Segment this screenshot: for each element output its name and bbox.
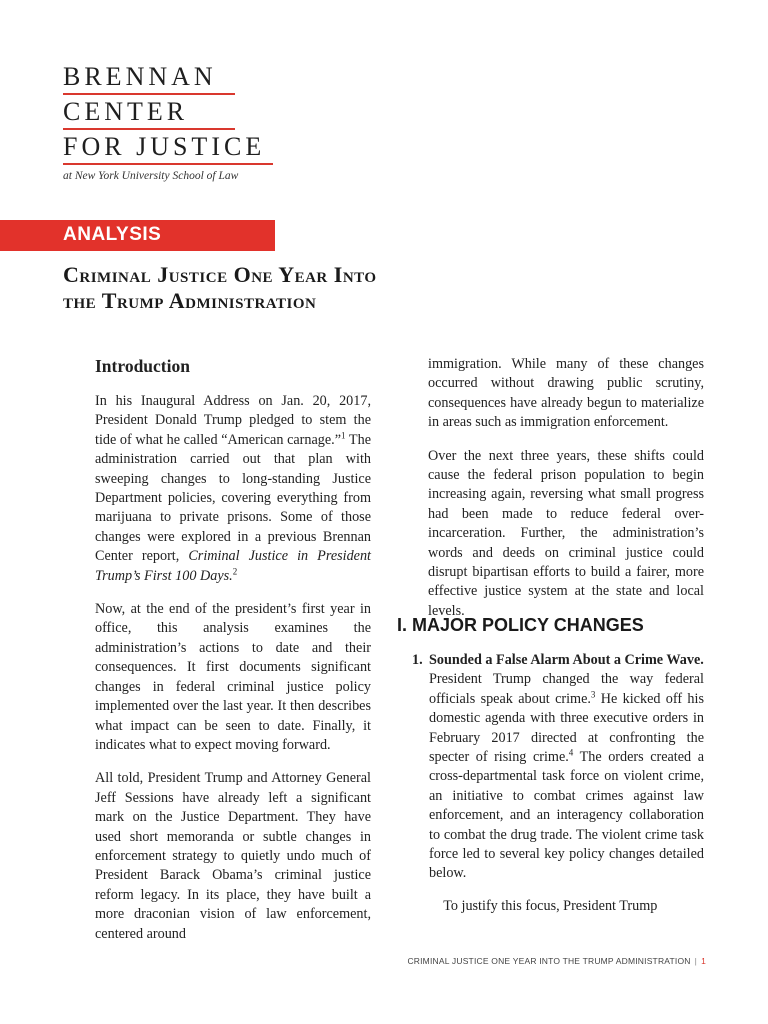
logo-line-for-justice: FOR JUSTICE bbox=[63, 132, 266, 161]
title-line-2: the Trump Administration bbox=[63, 288, 317, 313]
analysis-label: ANALYSIS bbox=[63, 224, 162, 245]
intro-paragraph-1: In his Inaugural Address on Jan. 20, 2017, President Donald Trump pledged to stem the tide of what he called “American carnage.”$^1$ The administration carried out that plan with sweeping changes to long-standing Justice Department policies, covering everything from marijuana to private prisons. Some of those changes were explored in a previous Brennan Center report, Criminal Justice in President Trump’s First 100 Days.$^2$ bbox=[95, 393, 371, 584]
brennan-center-logo bbox=[63, 62, 283, 182]
introduction-heading: Introduction bbox=[95, 356, 190, 376]
footer-running-title: CRIMINAL JUSTICE ONE YEAR INTO THE TRUMP ADMINISTRATION bbox=[407, 956, 691, 966]
section-heading-major-policy-changes: I. MAJOR POLICY CHANGES bbox=[397, 615, 644, 635]
logo-rule bbox=[63, 93, 235, 95]
right-column bbox=[428, 355, 704, 635]
analysis-banner bbox=[0, 220, 275, 251]
title-line-1: Criminal Justice One Year Into bbox=[63, 262, 377, 287]
policy-changes-list bbox=[412, 651, 704, 916]
list-item-body: President Trump changed the way federal officials speak about crime.$^3$ He kicked off his domestic agenda with three executive orders in February 2017 directed at confronting the specter of rising crime.$^4$ The orders created a cross-departmental task force on violent crime, an initiative to combat crimes against law enforcement, and an interagency collaboration to combat the drug trade. The violent crime task force led to several key policy changes detailed below. bbox=[429, 671, 704, 882]
right-paragraph-2: Over the next three years, these shifts could cause the federal prison population to begin increasing again, reversing what small progress had been made to reduce federal over-incarceration. Further, the administration’s words and deeds on criminal justice could disrupt bipartisan efforts to build a fairer, more effective justice system at the state and local levels. bbox=[428, 447, 704, 619]
page-footer bbox=[407, 956, 706, 966]
logo-line-brennan: BRENNAN bbox=[63, 62, 217, 91]
intro-paragraph-2: Now, at the end of the president’s first year in office, this analysis examines the administration’s actions to date and their consequences. It first documents significant changes in federal criminal justice policy implemented over the last year. It then describes what impact can be seen to date. Finally, it indicates what to expect moving forward. bbox=[95, 601, 371, 753]
intro-paragraph-3: All told, President Trump and Attorney General Jeff Sessions have already left a significant mark on the Justice Department. They have used short memoranda or subtle changes in enforcement strategy to quietly undo much of President Barack Obama’s criminal justice reform legacy. In its place, they have built a more draconian vision of law enforcement, centered around bbox=[95, 770, 371, 942]
logo-line-center: CENTER bbox=[63, 97, 189, 126]
footnote-ref: 3 bbox=[590, 689, 596, 700]
footer-separator: | bbox=[694, 956, 698, 966]
list-item-continuation: To justify this focus, President Trump bbox=[443, 897, 658, 914]
right-paragraph-1: immigration. While many of these changes occurred without drawing public scrutiny, consequences have already begun to materialize in areas such as immigration enforcement. bbox=[428, 356, 704, 431]
logo-rule bbox=[63, 128, 235, 130]
list-item-number: 1. bbox=[412, 652, 423, 668]
left-column bbox=[95, 354, 371, 958]
report-title-italic: Criminal Justice in President Trump’s First 100 Days. bbox=[95, 548, 371, 584]
document-title bbox=[63, 262, 703, 314]
footnote-ref: 1 bbox=[341, 430, 346, 441]
footnote-ref: 4 bbox=[568, 747, 574, 758]
footnote-ref: 2 bbox=[232, 565, 238, 576]
list-item-title: 1. Sounded a False Alarm About a Crime Wave. bbox=[412, 651, 704, 670]
logo-tagline: at New York University School of Law bbox=[63, 170, 239, 182]
page-number: 1 bbox=[701, 956, 706, 966]
logo-rule bbox=[63, 163, 273, 165]
